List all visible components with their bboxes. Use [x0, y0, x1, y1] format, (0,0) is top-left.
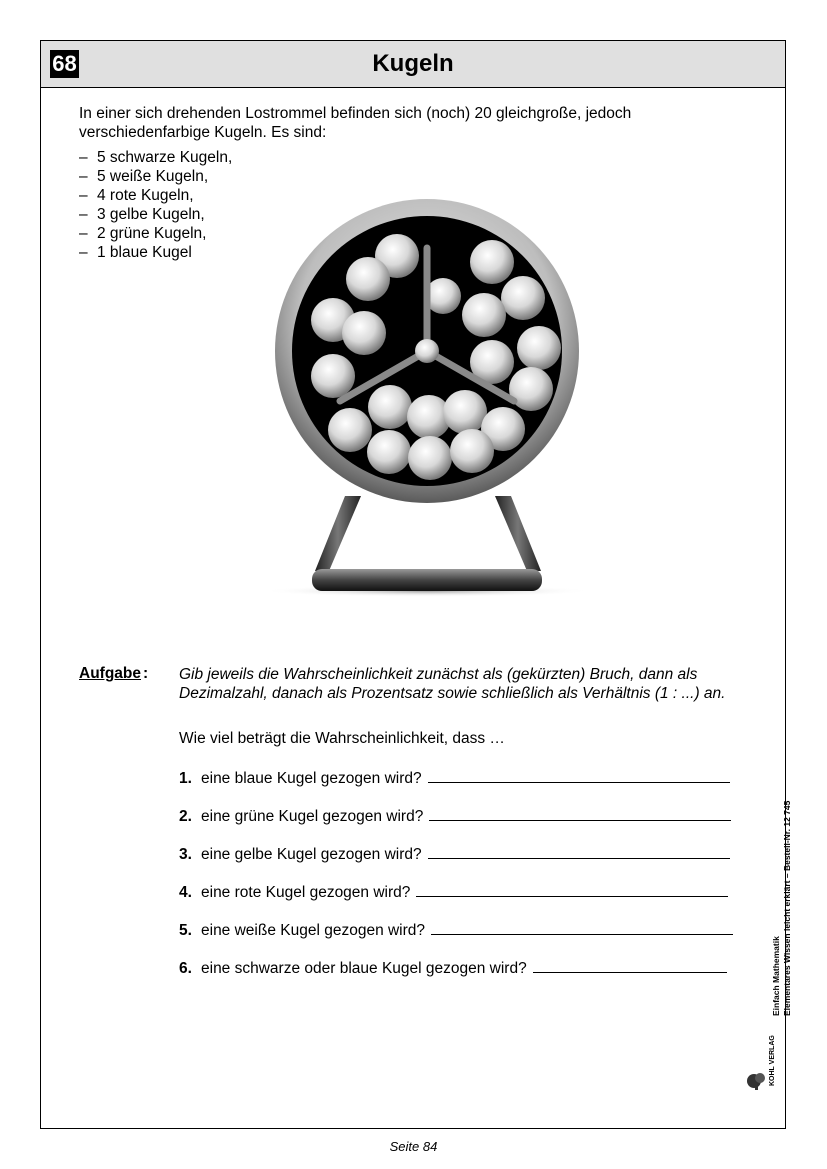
- intro-text: In einer sich drehenden Lostrommel befinden sich (noch) 20 gleichgroße, jedoch verschiedenfarbige Kugeln. Es sind:: [79, 105, 632, 141]
- ball: [346, 257, 390, 301]
- question-5: 5. eine weiße Kugel gezogen wird?: [179, 920, 733, 940]
- ball: [501, 276, 545, 320]
- list-dash: –: [79, 206, 88, 223]
- answer-line[interactable]: [533, 958, 727, 973]
- page-footer: Seite 84: [389, 1139, 438, 1154]
- list-dash: –: [79, 187, 88, 204]
- ball: [450, 429, 494, 473]
- answer-line[interactable]: [416, 882, 728, 897]
- publisher-logo: [746, 1026, 782, 1091]
- answer-line[interactable]: [428, 844, 730, 859]
- ball: [470, 240, 514, 284]
- list-dash: –: [79, 225, 88, 242]
- side-imprint: Einfach Mathematik Elementares Wissen leicht erklärt – Bestell-Nr. 12 745: [771, 800, 792, 1016]
- list-item: – 1 blaue Kugel: [79, 244, 192, 261]
- question-intro: Wie viel beträgt die Wahrscheinlichkeit, dass …: [179, 730, 505, 747]
- header-bar: [41, 41, 785, 88]
- left-leg: [315, 496, 361, 571]
- page-title: Kugeln: [372, 50, 454, 77]
- ball: [517, 326, 561, 370]
- hub: [415, 339, 439, 363]
- question-1: 1. eine blaue Kugel gezogen wird?: [179, 768, 730, 788]
- list-item: – 3 gelbe Kugeln,: [79, 206, 205, 223]
- ball-list: [79, 148, 232, 262]
- ball: [328, 408, 372, 452]
- question-3: 3. eine gelbe Kugel gezogen wird?: [179, 844, 730, 864]
- ball: [342, 311, 386, 355]
- list-item: – 5 schwarze Kugeln,: [79, 149, 233, 166]
- task-label: Aufgabe: [79, 665, 141, 682]
- ball: [509, 367, 553, 411]
- list-item: – 2 grüne Kugeln,: [79, 225, 207, 242]
- answer-line[interactable]: [431, 920, 733, 935]
- ball: [367, 430, 411, 474]
- ball: [368, 385, 412, 429]
- right-leg: [495, 496, 541, 571]
- task-text: Gib jeweils die Wahrscheinlichkeit zunächst als (gekürzten) Bruch, dann als Dezimalzahl, danach als Prozentsatz sowie schließlich als Verhältnis (1 : ...) an.: [179, 666, 726, 702]
- question-6: 6. eine schwarze oder blaue Kugel gezogen wird?: [179, 958, 727, 978]
- answer-line[interactable]: [429, 806, 731, 821]
- ball: [408, 436, 452, 480]
- publisher-name: KOHL VERLAG: [769, 1035, 776, 1086]
- exercise-number: 68: [50, 50, 79, 78]
- question-2: 2. eine grüne Kugel gezogen wird?: [179, 806, 731, 826]
- ball: [311, 354, 355, 398]
- list-dash: –: [79, 149, 88, 166]
- list-item: – 5 weiße Kugeln,: [79, 168, 209, 185]
- page-frame: [40, 40, 792, 1129]
- task-colon: :: [143, 665, 149, 682]
- ball: [462, 293, 506, 337]
- answer-line[interactable]: [428, 768, 730, 783]
- lottery-drum-illustration: [257, 196, 597, 611]
- drum-base: [312, 569, 542, 591]
- list-dash: –: [79, 244, 88, 261]
- question-4: 4. eine rote Kugel gezogen wird?: [179, 882, 728, 902]
- ball: [443, 390, 487, 434]
- list-item: – 4 rote Kugeln,: [79, 187, 194, 204]
- list-dash: –: [79, 168, 88, 185]
